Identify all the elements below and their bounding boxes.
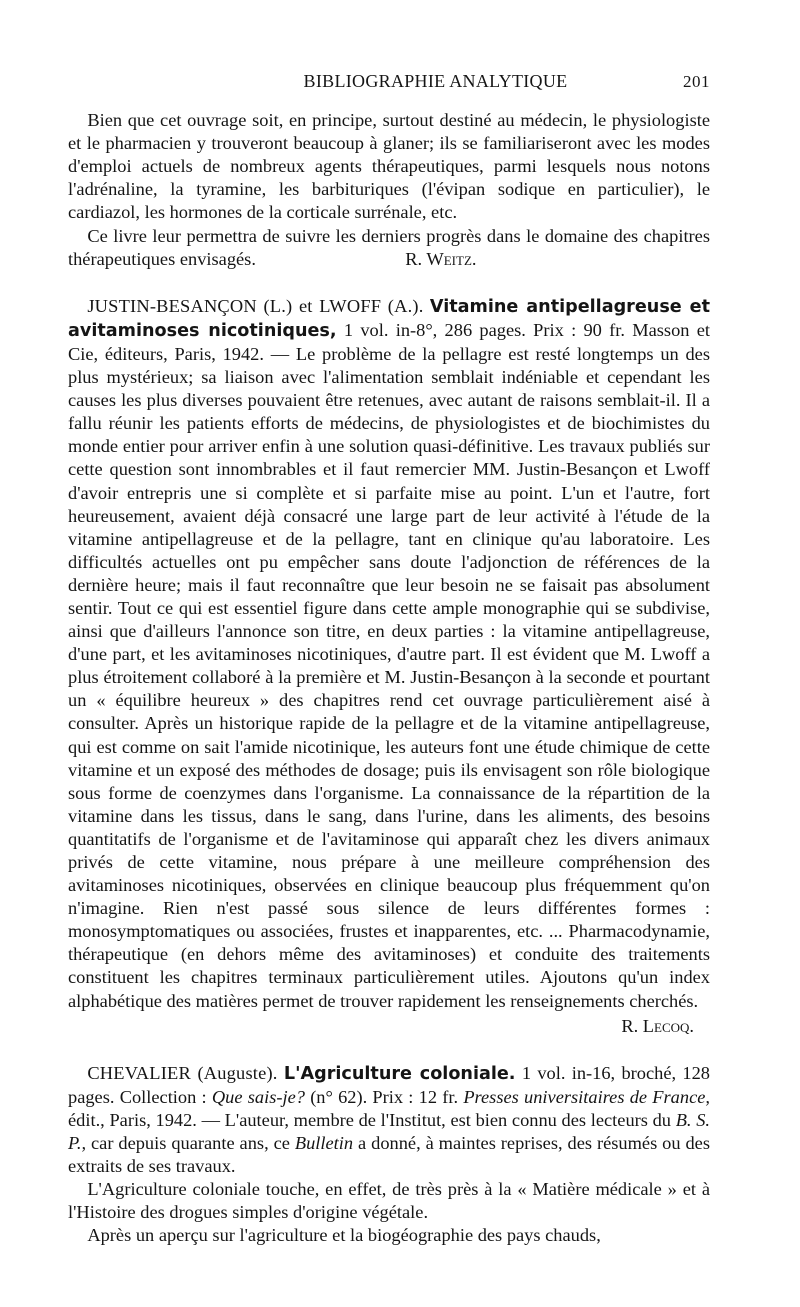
- review2-publisher: Masson et Cie, éditeurs, Paris, 1942.: [68, 319, 710, 364]
- review1-paragraph-1: Bien que cet ouvrage soit, en principe, surtout destiné au médecin, le physiologiste et le pharmacien y trouveront beaucoup à glaner; ils se familiariseront avec les modes d'emploi actuels de nombreux agents thérapeutiques, parmi lesquels nous notons l'adrénaline, la tyramine, les barbituriques (l'évipan sodique en particulier), le cardiazol, les hormones de la corticale surrénale, etc.: [68, 110, 710, 223]
- review3-title: L'Agriculture coloniale.: [283, 1063, 516, 1084]
- review-justin-besancon: [68, 295, 710, 1038]
- review3-details-b: (n° 62). Prix : 12 fr.: [310, 1086, 459, 1107]
- review1-paragraph-2-text: Ce livre leur permettra de suivre les derniers progrès dans le domaine des chapitres thérapeutiques envisagés.: [68, 225, 710, 269]
- review-weitz: [68, 109, 710, 271]
- spacer: [68, 271, 710, 295]
- review2-signature: R. Lecoq.: [621, 1015, 694, 1036]
- review3-journal-abbr: B. S. P.,: [68, 1109, 710, 1154]
- review2-text: — Le problème de la pellagre est resté longtemps un des plus mystérieux; sa liaison avec l'alimentation semblait indéniable et cependant les causes les plus diverses pouvaient être retenues, avec autant de raisons semblait-il. Il a fallu réunir les patients efforts de médecins, de physiologistes et de biochimistes du monde entier pour arriver enfin à une solution quasi-définitive. Les travaux publiés sur cette question sont innombrables et il faut remercier MM. Justin-Besançon et Lwoff d'avoir entrepris une si complète et si parfaite mise au point. L'un et l'autre, fort heureusement, avaient déjà consacré une large part de leur activité à l'étude de la vitamine antipellagreuse et de la pellagre, tant en clinique qu'au laboratoire. Les difficultés actuelles ont pu empêcher sans doute l'adjonction de références de la dernière heure; mais il faut reconnaître que leur besoin ne se faisait pas absolument sentir. Tout ce qui est essentiel figure dans cette ample monographie qui se subdivise, ainsi que d'ailleurs l'annonce son titre, en deux parties : la vitamine antipellagreuse, d'une part, et les avitaminoses nicotiniques, d'autre part. Il est évident que M. Lwoff a plus étroitement collaboré à la première et M. Justin-Besançon à la seconde et pourtant un « équilibre heureux » des chapitres rend cet ouvrage particulièrement aisé à consulter. Après un historique rapide de la pellagre et de la vitamine antipellagreuse, qui est comme on sait l'amide nicotinique, les auteurs font une étude chimique de cette vitamine et un exposé des méthodes de dosage; puis ils envisagent son rôle biologique sous forme de coenzymes dans l'organisme. La connaissance de la répartition de la vitamine dans les tissus, dans le sang, dans l'urine, dans les aliments, des besoins quantitatifs de l'organisme et de l'avitaminose qui apparaît chez les divers animaux privés de cette vitamine, nous prépare à une meilleure compréhension des avitaminoses nicotiniques, observées en clinique beaucoup plus fréquemment qu'on n'imagine. Rien n'est passé sous silence de leurs différentes formes : monosymptomatiques ou associées, frustes et inapparentes, etc. ... Pharmacodynamie, thérapeutique (en dehors même des avitaminoses) et conduite des traitements constituent les chapitres terminaux particulièrement utiles. Ajoutons qu'un index alphabétique des matières permet de trouver rapidement les renseignements cherchés.: [68, 343, 710, 1011]
- review3-paragraph-3: Après un aperçu sur l'agriculture et la biogéographie des pays chauds,: [87, 1225, 601, 1246]
- review3-details-e: a donné, à maintes reprises, des résumés ou des extraits de ses travaux.: [68, 1133, 710, 1177]
- page-number: 201: [683, 72, 710, 91]
- review1-paragraph-2: [68, 225, 710, 271]
- review2-body: [68, 295, 710, 1013]
- running-title: BIBLIOGRAPHIE ANALYTIQUE: [303, 71, 568, 91]
- review3-authors: CHEVALIER (Auguste).: [87, 1062, 278, 1083]
- review3-details-c: édit., Paris, 1942. — L'auteur, membre de l'Institut, est bien connu des lecteurs du: [68, 1109, 671, 1130]
- review2-details: 1 vol. in-8°, 286 pages. Prix : 90 fr.: [343, 319, 625, 340]
- review3-details-a: 1 vol. in-16, broché, 128 pages. Collection :: [68, 1062, 710, 1107]
- review2-signature-line: [68, 1015, 710, 1038]
- review3-publisher: Presses universitaires de France,: [463, 1086, 710, 1107]
- running-head: [68, 70, 710, 93]
- review3-paragraph-2: L'Agriculture coloniale touche, en effet, de très près à la « Matière médicale » et à l'Histoire des drogues simples d'origine végétale.: [68, 1179, 710, 1223]
- review-chevalier: [68, 1062, 710, 1248]
- review3-paragraph-1: [68, 1062, 710, 1178]
- review2-authors: JUSTIN-BESANÇON (L.) et LWOFF (A.).: [87, 295, 424, 316]
- review3-details-d: car depuis quarante ans, ce: [91, 1133, 290, 1154]
- review2-title: Vitamine antipellagreuse et avitaminoses nicotiniques,: [68, 296, 710, 341]
- spacer: [68, 1038, 710, 1062]
- review3-bulletin: Bulletin: [294, 1133, 354, 1154]
- review3-series: Que sais-je?: [211, 1086, 305, 1107]
- review1-signature: R. Weitz.: [405, 248, 477, 269]
